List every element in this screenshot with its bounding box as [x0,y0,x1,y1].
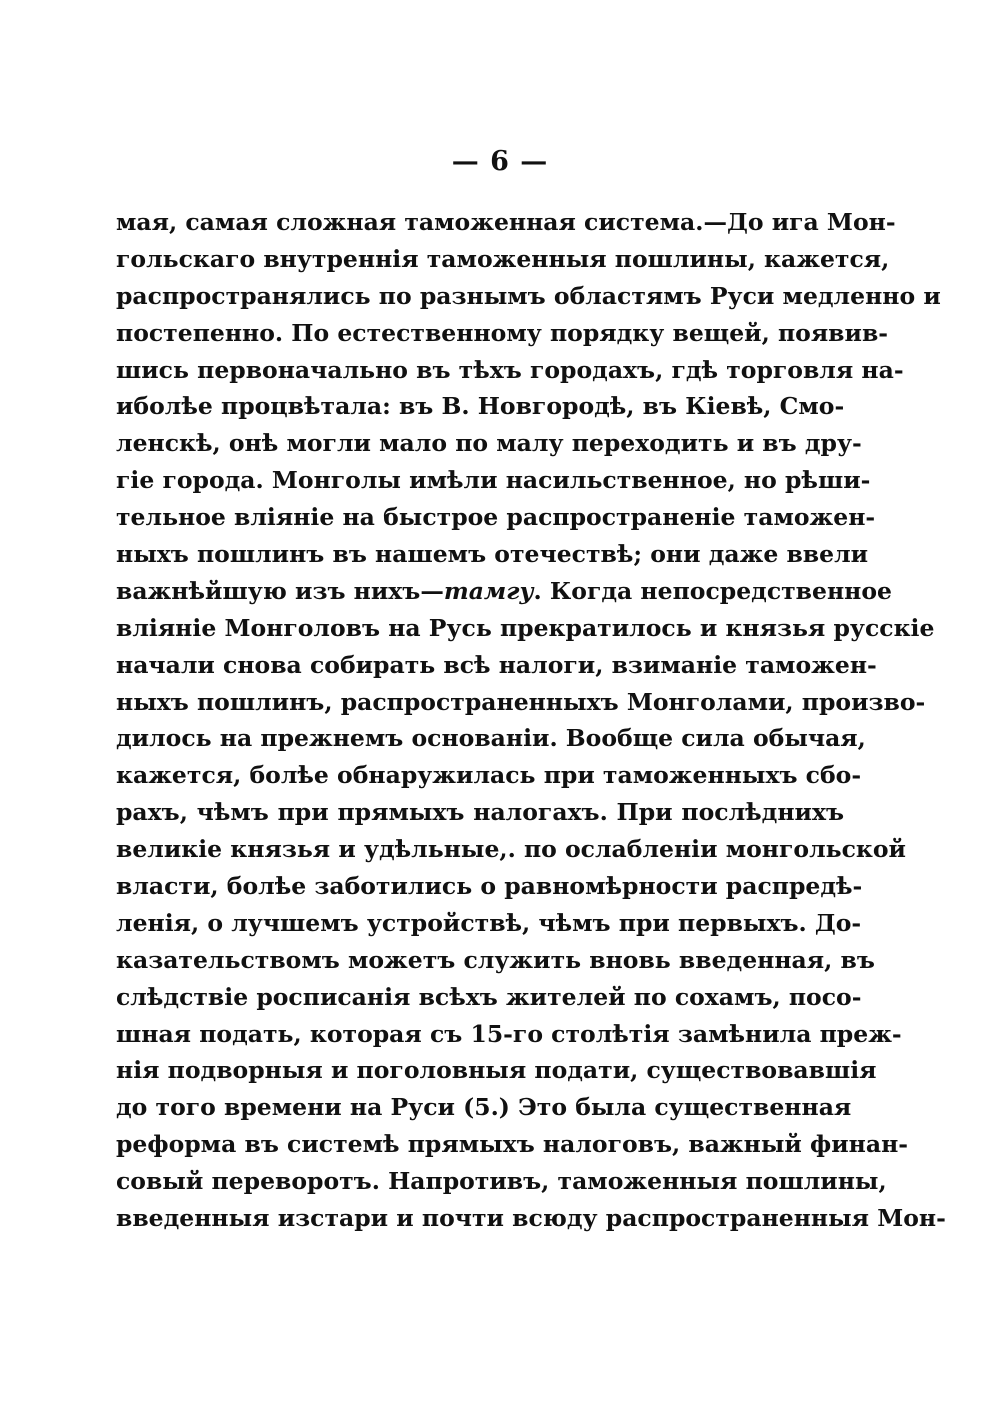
text-line-6: иболѣе процвѣтала: въ В. Новгородѣ, въ Кіевѣ, Смо- [116,392,845,421]
text-line-25: до того времени на Руси (5.) Это была существенная [116,1093,852,1122]
line-11-start: важнѣйшую изъ нихъ— [116,576,444,605]
text-line-4: постепенно. По естественному порядку вещей, появив- [116,318,889,347]
page-number: — 6 — [451,146,549,177]
text-line-5: шись первоначально въ тѣхъ городахъ, гдѣ торговля на- [116,355,904,384]
line-11-end: . Когда непосредственное [533,576,892,605]
text-line-24: нія подворныя и поголовныя подати, существовавшія [116,1056,877,1085]
text-line-23: шная подать, которая съ 15-го столѣтія замѣнила преж- [116,1019,902,1048]
text-line-7: ленскѣ, онѣ могли мало по малу переходить и въ дру- [116,429,862,458]
text-line-1: мая, самая сложная таможенная система.—До ига Мон- [116,208,896,236]
text-line-14: ныхъ пошлинъ, распространенныхъ Монголами, произво- [116,687,926,716]
text-line-21: казательствомъ можетъ служить вновь введенная, въ [116,945,875,974]
body-text [116,204,946,1237]
text-line-12: вліяніе Монголовъ на Русь прекратилось и князья русскіе [116,613,935,642]
text-line-28: введенныя изстари и почти всюду распространенныя Мон- [116,1204,946,1233]
text-line-18: великіе князья и удѣльные,. по ослабленіи монгольской [116,835,906,864]
text-line-8: гіе города. Монголы имѣли насильственное, но рѣши- [116,466,871,495]
text-line-15: дилось на прежнемъ основаніи. Вообще сила обычая, [116,724,866,753]
text-line-13: начали снова собирать всѣ налоги, взиманіе таможен- [116,650,877,679]
text-line-9: тельное вліяніе на быстрое распространеніе таможен- [116,503,876,532]
text-line-27: совый переворотъ. Напротивъ, таможенныя пошлины, [116,1167,887,1196]
text-line-11 [116,573,892,610]
text-line-3: распространялись по разнымъ областямъ Руси медленно и [116,281,941,310]
italic-word: тамгу [443,576,534,605]
text-line-26: реформа въ системѣ прямыхъ налоговъ, важный финан- [116,1130,909,1159]
text-line-20: ленія, о лучшемъ устройствѣ, чѣмъ при первыхъ. До- [116,908,862,937]
text-line-2: гольскаго внутреннія таможенныя пошлины, кажется, [116,244,890,273]
text-line-10: ныхъ пошлинъ въ нашемъ отечествѣ; они даже ввели [116,540,869,569]
text-line-16: кажется, болѣе обнаружилась при таможенныхъ сбо- [116,761,862,790]
text-line-22: слѣдствіе росписанія всѣхъ жителей по сохамъ, посо- [116,982,862,1011]
text-line-17: рахъ, чѣмъ при прямыхъ налогахъ. При послѣднихъ [116,798,844,827]
text-line-19: власти, болѣе заботились о равномѣрности распредѣ- [116,872,863,901]
